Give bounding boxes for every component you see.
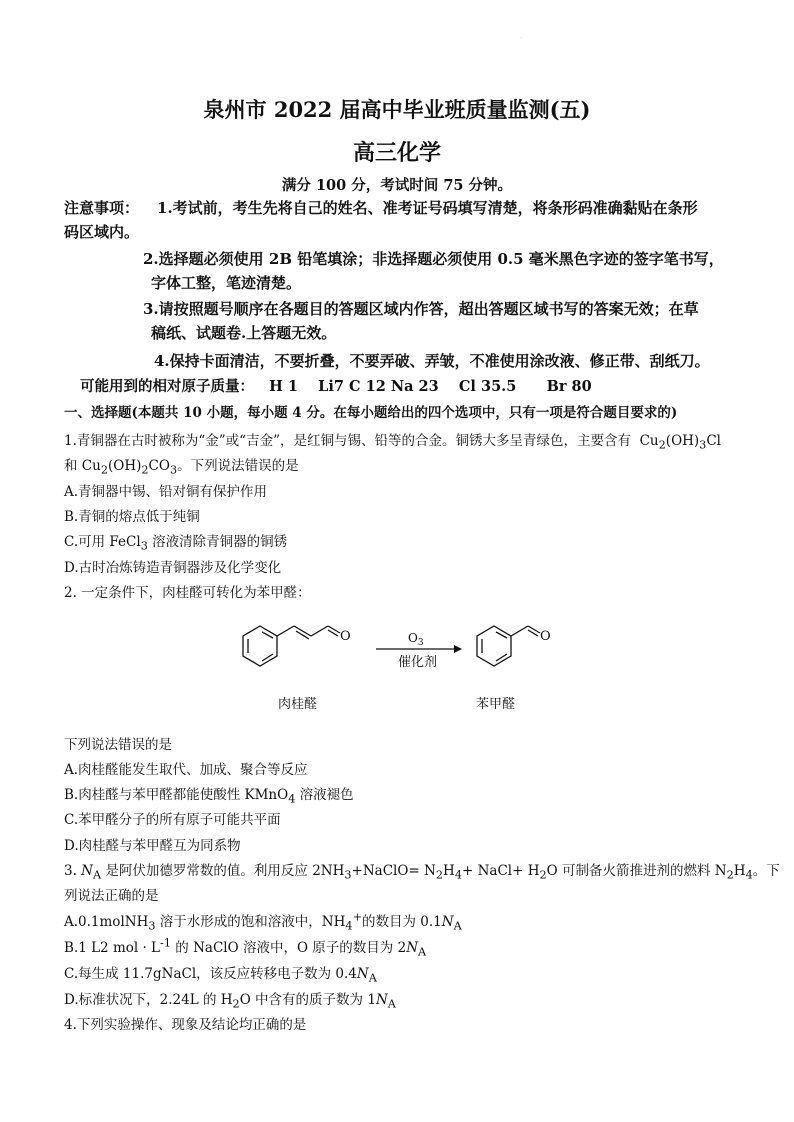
q3-option-d: D.标准状况下，2.24L 的 $H_2O$ 中含有的质子数为 $1N_A$ <box>64 992 396 1011</box>
section-heading: 一、选择题(本题共 10 小题，每小题 4 分。在每小题给出的四个选项中，只有一项是符合题目要求的) <box>64 405 678 421</box>
note-3-text: 3.请按照题号顺序在各题目的答题区域内作答，超出答题区域书写的答案无效；在草 <box>143 300 699 318</box>
q3-stem: 3. $N_A$ 是阿伏加德罗常数的值。利用反应 $2NH_3+NaClO= N_2H_4+$ NaCl+ $H_2O$ 可制备火箭推进剂的燃料 $N_2H_4$。下 <box>64 863 780 882</box>
q2-stem: 2. 一定条件下，肉桂醛可转化为苯甲醛： <box>64 585 311 601</box>
benzaldehyde-structure <box>477 626 540 666</box>
q3-option-b: B.1 L2 mol · $L^{-1}$ 的 NaClO 溶液中，O 原子的数目为 $2N_A$ <box>64 936 427 959</box>
notes-label: 注意事项： <box>64 199 140 217</box>
q1-option-d: D.古时冶炼铸造青铜器涉及化学变化 <box>64 560 282 576</box>
q1-option-b: B.青铜的熔点低于纯铜 <box>64 509 200 525</box>
q1-stem-text: 1.青铜器在古时被称为“金”或“吉金”，是红铜与锡、铅等的合金。铜锈大多呈青绿色，主要含有 <box>64 433 631 449</box>
note-2-cont: 字体工整，笔迹清楚。 <box>151 274 302 292</box>
note-2 <box>143 247 743 295</box>
cinnamaldehyde-structure <box>243 626 340 666</box>
q3-option-c: C.每生成 11.7gNaCl，该反应转移电子数为 $0.4N_A$ <box>64 966 377 985</box>
carbonyl-o-right: O <box>540 629 551 644</box>
note-3-cont: 稿纸、试题卷.上答题无效。 <box>151 324 337 342</box>
q2-question: 下列说法错误的是 <box>64 737 172 753</box>
q1-formula: $Cu_2(OH)_3Cl$ <box>639 433 721 452</box>
q2-option-a: A.肉桂醛能发生取代、加成、聚合等反应 <box>64 762 308 778</box>
note-4: 4.保持卡面清洁，不要折叠，不要弄破、弄皱，不准使用涂改液、修正带、刮纸刀。 <box>154 352 710 370</box>
q2-option-b: B.肉桂醛与苯甲醛都能使酸性 KMnO$_4$ 溶液褪色 <box>64 787 354 806</box>
q4-stem: 4.下列实验操作、现象及结论均正确的是 <box>64 1017 307 1033</box>
q1-option-a: A.青铜器中锡、铅对铜有保护作用 <box>64 484 268 500</box>
exam-subtitle: 高三化学 <box>352 140 441 166</box>
q2-option-d: D.肉桂醛与苯甲醛互为同系物 <box>64 838 241 854</box>
q3-option-a: A.0.1molNH$_3$ 溶于水形成的饱和溶液中，$NH_4^+$的数目为 $0.1N_A$ <box>64 910 462 933</box>
exam-info: 满分 100 分，考试时间 75 分钟。 <box>281 177 513 194</box>
atomic-masses: 可能用到的相对原子质量： H 1 Li7 C 12 Na 23 Cl 35.5 Br 80 <box>80 378 592 395</box>
q1-stem <box>64 429 721 452</box>
exam-title: 泉州市 2022 届高中毕业班质量监测(五) <box>203 97 591 122</box>
q3-stem-cont: 列说法正确的是 <box>64 888 159 904</box>
note-1-text: 1.考试前，考生先将自己的姓名、准考证号码填写清楚，将条形码准确黏贴在条形 <box>157 199 698 217</box>
reaction-scheme <box>236 612 566 717</box>
q1-option-c: C.可用 FeCl$_3$ 溶液清除青铜器的铜锈 <box>64 534 288 553</box>
reagent-o3: $O_3$ <box>408 631 424 648</box>
note-3 <box>143 297 743 345</box>
q2-option-c: C.苯甲醛分子的所有原子可能共平面 <box>64 812 281 828</box>
page-mark: · <box>520 35 522 42</box>
label-cinnamaldehyde: 肉桂醛 <box>278 697 318 712</box>
carbonyl-o-left: O <box>340 629 351 644</box>
note-1 <box>64 196 744 244</box>
note-2-text: 2.选择题必须使用 2B 铅笔填涂；非选择题必须使用 0.5 毫米黑色字迹的签字笔书写， <box>143 250 724 268</box>
q1-stem-cont: 和 $Cu_2(OH)_2CO_3$。下列说法错误的是 <box>64 458 299 477</box>
label-benzaldehyde: 苯甲醛 <box>476 697 516 712</box>
note-1-cont: 码区域内。 <box>64 223 140 241</box>
reagent-catalyst: 催化剂 <box>398 655 438 670</box>
